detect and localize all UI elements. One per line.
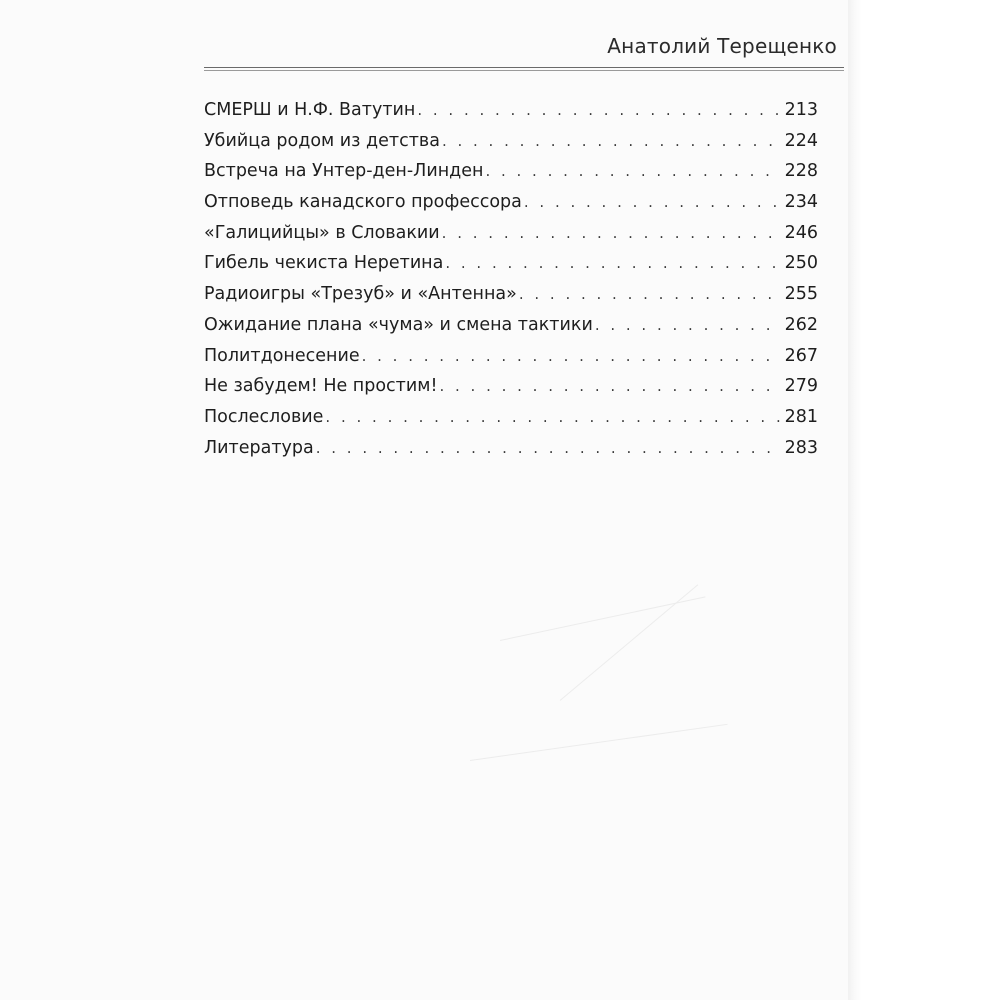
- toc-entry-page: 246: [784, 222, 818, 243]
- dot-leader: [442, 224, 781, 242]
- toc-entry[interactable]: [204, 284, 818, 315]
- bleed-through-stroke: [560, 584, 699, 700]
- toc-entry-title: Радиоигры «Трезуб» и «Антенна»: [204, 284, 517, 305]
- toc-entry-title: Встреча на Унтер-ден-Линден: [204, 161, 484, 182]
- dot-leader: [485, 162, 780, 180]
- toc-entry-page: 234: [784, 192, 818, 213]
- dot-leader: [417, 101, 780, 119]
- dot-leader: [595, 316, 781, 334]
- toc-entry-page: 224: [784, 130, 818, 151]
- toc-entry-page: 228: [784, 161, 818, 182]
- toc-entry-title: Послесловие: [204, 406, 324, 427]
- header-rule-secondary: [204, 70, 844, 71]
- dot-leader: [316, 439, 781, 457]
- dot-leader: [439, 377, 780, 395]
- toc-entry-page: 267: [784, 345, 818, 366]
- table-of-contents: [204, 100, 818, 468]
- toc-entry-title: Гибель чекиста Неретина: [204, 253, 444, 274]
- toc-entry[interactable]: [204, 161, 818, 192]
- toc-entry[interactable]: [204, 438, 818, 469]
- page-edge-shadow: [848, 0, 862, 1000]
- toc-entry-title: СМЕРШ и Н.Ф. Ватутин: [204, 100, 416, 120]
- toc-entry[interactable]: [204, 253, 818, 284]
- toc-entry-title: Не забудем! Не простим!: [204, 376, 438, 397]
- toc-entry-title: «Галицийцы» в Словакии: [204, 222, 440, 243]
- header-rule: [204, 67, 844, 68]
- toc-entry[interactable]: [204, 131, 818, 162]
- toc-entry-page: 283: [784, 437, 818, 458]
- toc-entry[interactable]: [204, 376, 818, 407]
- toc-entry[interactable]: [204, 315, 818, 346]
- dot-leader: [442, 132, 781, 150]
- toc-entry-title: Убийца родом из детства: [204, 130, 440, 151]
- toc-entry-title: Литература: [204, 437, 314, 458]
- toc-entry[interactable]: [204, 346, 818, 377]
- toc-entry[interactable]: [204, 192, 818, 223]
- toc-entry-title: Отповедь канадского профессора: [204, 192, 522, 213]
- bleed-through-stroke: [470, 724, 728, 761]
- toc-entry-title: Ожидание плана «чума» и смена тактики: [204, 314, 593, 335]
- toc-entry-title: Политдонесение: [204, 345, 360, 366]
- dot-leader: [445, 254, 780, 272]
- toc-entry-page: 262: [784, 314, 818, 335]
- dot-leader: [325, 408, 780, 426]
- running-head-author: Анатолий Терещенко: [607, 34, 837, 58]
- toc-entry[interactable]: [204, 100, 818, 131]
- toc-entry-page: 281: [784, 406, 818, 427]
- toc-entry[interactable]: [204, 407, 818, 438]
- toc-entry[interactable]: [204, 223, 818, 254]
- toc-entry-page: 255: [784, 284, 818, 305]
- toc-entry-page: 279: [784, 376, 818, 397]
- toc-entry-page: 213: [784, 100, 818, 120]
- dot-leader: [524, 193, 781, 211]
- toc-entry-page: 250: [784, 253, 818, 274]
- dot-leader: [519, 285, 781, 303]
- dot-leader: [362, 347, 781, 365]
